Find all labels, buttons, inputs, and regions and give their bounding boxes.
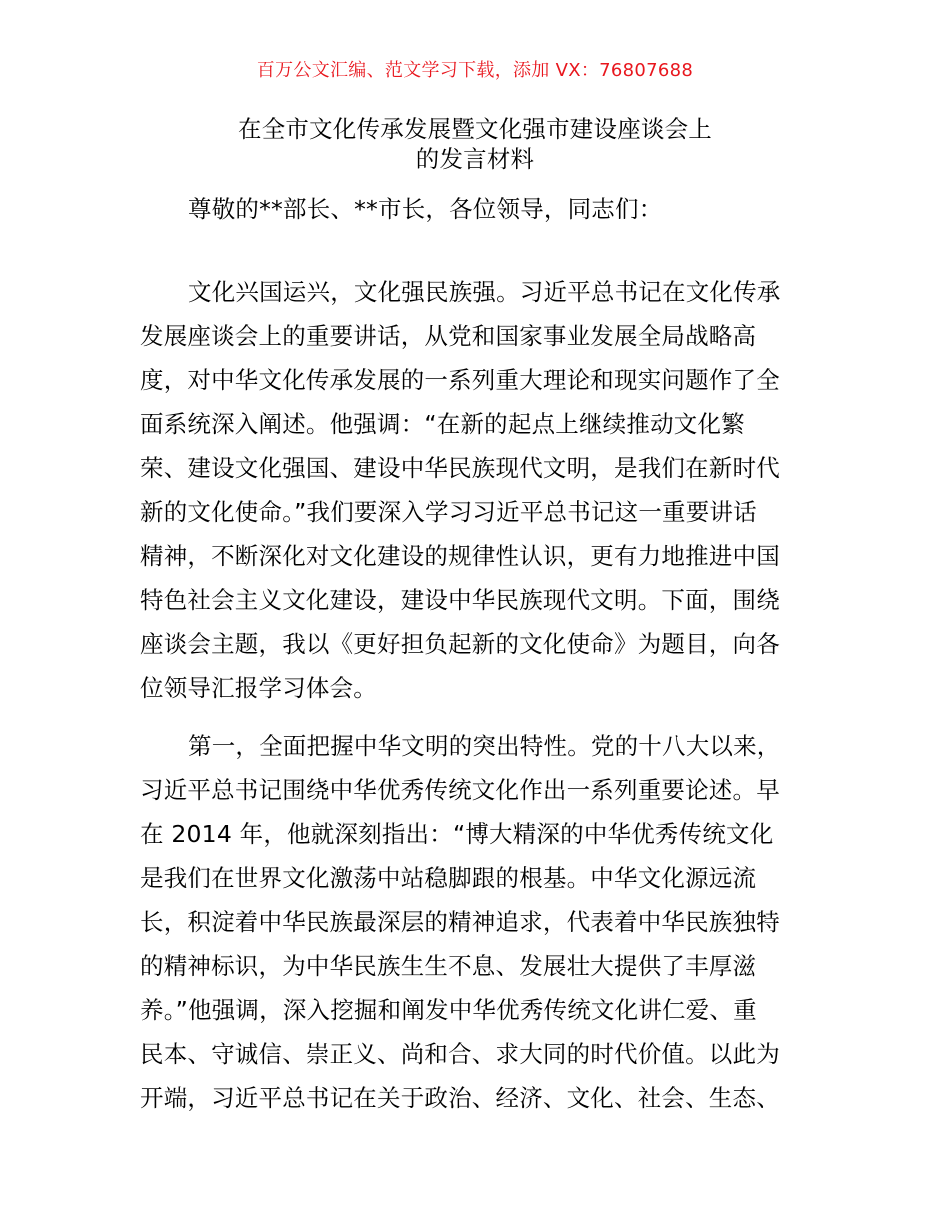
paragraph-line: 位领导汇报学习体会。 <box>140 674 377 702</box>
paragraph-line: 开端，习近平总书记在关于政治、经济、文化、社会、生态、 <box>140 1084 780 1112</box>
watermark-header: 百万公文汇编、范文学习下载，添加 VX：76807688 <box>256 60 694 81</box>
paragraph-line: 精神，不断深化对文化建设的规律性认识，更有力地推进中国 <box>140 542 780 570</box>
paragraph-line: 第一，全面把握中华文明的突出特性。党的十八大以来， <box>188 732 781 760</box>
title-line: 的发言材料 <box>415 145 535 173</box>
paragraph-line: 荣、建设文化强国、建设中华民族现代文明，是我们在新时代 <box>140 454 780 482</box>
paragraph-line: 的精神标识，为中华民族生生不息、发展壮大提供了丰厚滋 <box>140 952 757 980</box>
paragraph-line: 长，积淀着中华民族最深层的精神追求，代表着中华民族独特 <box>140 908 780 936</box>
paragraph-line: 新的文化使命。”我们要深入学习习近平总书记这一重要讲话 <box>140 498 757 526</box>
paragraph-line: 发展座谈会上的重要讲话，从党和国家事业发展全局战略高 <box>140 322 757 350</box>
paragraph-line: 习近平总书记围绕中华优秀传统文化作出一系列重要论述。早 <box>140 776 780 804</box>
paragraph-line: 座谈会主题，我以《更好担负起新的文化使命》为题目，向各 <box>140 630 780 658</box>
paragraph-line: 面系统深入阐述。他强调：“在新的起点上继续推动文化繁 <box>140 410 745 438</box>
paragraph-line: 度，对中华文化传承发展的一系列重大理论和现实问题作了全 <box>140 366 780 394</box>
salutation-line: 尊敬的**部长、**市长，各位领导，同志们： <box>188 195 663 223</box>
document-title <box>140 114 810 174</box>
paragraph-line: 民本、守诚信、崇正义、尚和合、求大同的时代价值。以此为 <box>140 1040 780 1068</box>
paragraph-line: 特色社会主义文化建设，建设中华民族现代文明。下面，围绕 <box>140 586 780 614</box>
title-line: 在全市文化传承发展暨文化强市建设座谈会上 <box>238 115 712 143</box>
paragraph-line: 在 2014 年，他就深刻指出：“博大精深的中华优秀传统文化 <box>140 820 774 848</box>
paragraph-line: 文化兴国运兴，文化强民族强。习近平总书记在文化传承 <box>188 278 781 306</box>
paragraph-line: 是我们在世界文化激荡中站稳脚跟的根基。中华文化源远流 <box>140 864 757 892</box>
paragraph-line: 养。”他强调，深入挖掘和阐发中华优秀传统文化讲仁爱、重 <box>140 996 757 1024</box>
